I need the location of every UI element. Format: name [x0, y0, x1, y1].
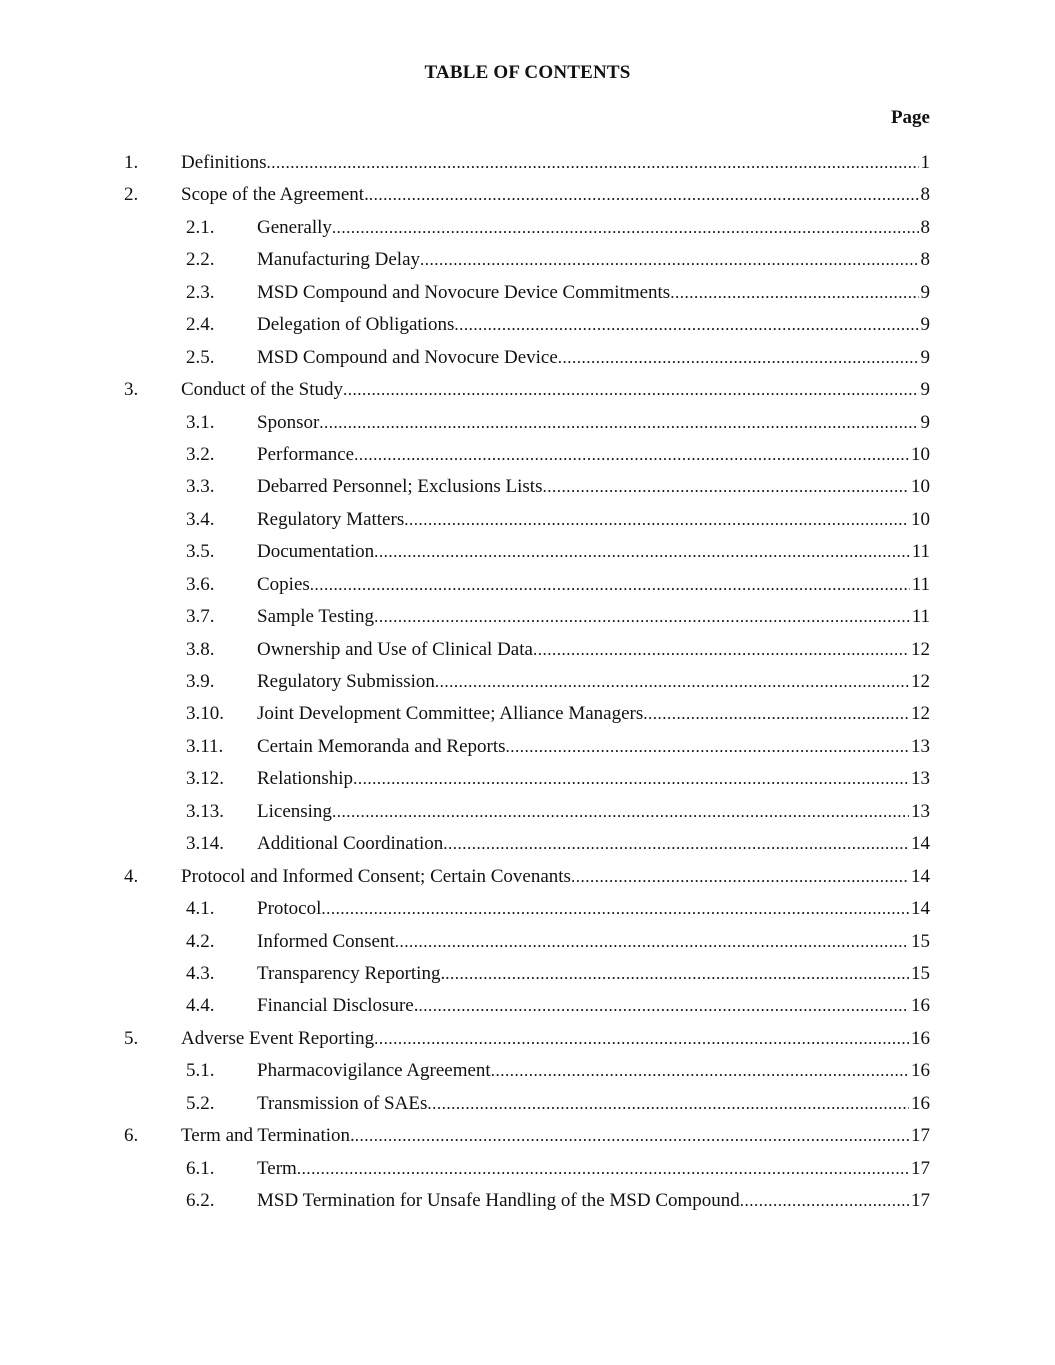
- dot-leader: [533, 637, 909, 663]
- dot-leader: [321, 896, 909, 922]
- toc-entry-line: [257, 572, 930, 598]
- toc-entry[interactable]: [0, 215, 1055, 247]
- toc-entry-title[interactable]: Ownership and Use of Clinical Data: [257, 638, 533, 660]
- toc-entry-page-number: 11: [911, 573, 930, 595]
- toc-entry-page-number: 17: [911, 1190, 930, 1211]
- toc-entry[interactable]: [0, 474, 1055, 506]
- toc-entry-number: 3.3.: [186, 476, 215, 498]
- toc-entry-line: [257, 474, 930, 500]
- toc-entry-number: 4.2.: [186, 930, 215, 952]
- toc-entry[interactable]: [0, 507, 1055, 539]
- toc-entry-line: [181, 150, 930, 176]
- toc-entry-number: 3.14.: [186, 833, 224, 855]
- toc-entry-page-number: 14: [911, 898, 930, 920]
- toc-entry-title[interactable]: Joint Development Committee; Alliance Managers: [257, 703, 644, 725]
- toc-entry-page-number: 16: [911, 1060, 930, 1082]
- toc-entry-line: [257, 215, 930, 241]
- toc-entry-number: 2.3.: [186, 281, 215, 303]
- toc-entry-page-number: 11: [911, 606, 930, 628]
- toc-entry-line: [257, 637, 930, 663]
- dot-leader: [267, 150, 919, 176]
- dot-leader: [343, 377, 918, 403]
- toc-entry-title[interactable]: Conduct of the Study: [181, 379, 344, 401]
- toc-entry-page-number: 10: [911, 476, 930, 498]
- toc-entry-number: 3.8.: [186, 638, 215, 660]
- toc-entry-title[interactable]: MSD Compound and Novocure Device: [257, 346, 558, 368]
- toc-entry[interactable]: [0, 442, 1055, 474]
- toc-entry-title[interactable]: Sample Testing: [257, 606, 375, 628]
- toc-entry-title[interactable]: Informed Consent: [257, 930, 395, 952]
- dot-leader: [542, 474, 909, 500]
- toc-entry[interactable]: [0, 410, 1055, 442]
- toc-entry-line: [257, 1058, 930, 1084]
- toc-entry[interactable]: [0, 150, 1055, 182]
- dot-leader: [353, 766, 909, 792]
- toc-entry-line: [181, 1123, 930, 1149]
- toc-entry[interactable]: [0, 377, 1055, 409]
- toc-entry-title[interactable]: Generally: [257, 216, 332, 238]
- toc-entry-line: [257, 604, 930, 630]
- toc-entry-page-number: 8: [920, 216, 930, 238]
- toc-entry[interactable]: [0, 182, 1055, 214]
- toc-entry-title[interactable]: Definitions: [181, 152, 267, 173]
- toc-entry[interactable]: [0, 637, 1055, 669]
- toc-entry-line: [181, 864, 930, 890]
- toc-entry[interactable]: [0, 539, 1055, 571]
- toc-entry-title[interactable]: Relationship: [257, 768, 354, 790]
- page-column-label: Page: [890, 107, 930, 128]
- dot-leader: [454, 312, 918, 338]
- dot-leader: [355, 1123, 909, 1149]
- toc-entry-number: 1.: [124, 152, 139, 173]
- toc-entry-line: [257, 1156, 930, 1182]
- toc-entry-page-number: 9: [920, 314, 930, 336]
- toc-entry-line: [257, 280, 930, 306]
- toc-entry-line: [257, 507, 930, 533]
- toc-entry[interactable]: [0, 961, 1055, 993]
- toc-entry[interactable]: [0, 864, 1055, 896]
- toc-entry-page-number: 16: [911, 1092, 930, 1114]
- toc-entry-line: [257, 669, 930, 695]
- toc-entry-title[interactable]: Protocol: [257, 898, 322, 920]
- dot-leader: [506, 734, 909, 760]
- toc-entry[interactable]: [0, 1123, 1055, 1155]
- dot-leader: [395, 929, 909, 955]
- dot-leader: [369, 182, 919, 208]
- toc-entry-page-number: 10: [911, 443, 930, 465]
- toc-entry[interactable]: [0, 896, 1055, 928]
- toc-entry-line: [257, 1188, 930, 1214]
- toc-entry-number: 3.5.: [186, 541, 215, 563]
- toc-entry-line: [257, 701, 930, 727]
- toc-entry-page-number: 1: [920, 152, 930, 173]
- toc-entry-number: 4.3.: [186, 962, 215, 984]
- toc-entry-title[interactable]: Copies: [257, 573, 310, 595]
- toc-entry-line: [257, 539, 930, 565]
- toc-heading: TABLE OF CONTENTS: [424, 62, 631, 83]
- toc-entry-number: 3.10.: [186, 703, 224, 725]
- dot-leader: [374, 604, 910, 630]
- dot-leader: [420, 247, 918, 273]
- toc-entry[interactable]: [0, 604, 1055, 636]
- toc-entry-title[interactable]: Scope of the Agreement.: [181, 184, 369, 206]
- toc-entry-number: 4.1.: [186, 898, 215, 920]
- toc-entry[interactable]: [0, 993, 1055, 1025]
- toc-entry-title[interactable]: Pharmacovigilance Agreement: [257, 1060, 491, 1082]
- toc-entry-page-number: 17: [911, 1157, 930, 1179]
- toc-entry-line: [181, 182, 930, 208]
- dot-leader: [670, 280, 918, 306]
- toc-entry[interactable]: [0, 280, 1055, 312]
- toc-entry-line: [257, 993, 930, 1019]
- toc-entry-line: [257, 929, 930, 955]
- toc-entry-line: [181, 1026, 930, 1052]
- toc-entry-line: [257, 345, 930, 371]
- toc-entry-page-number: 12: [911, 703, 930, 725]
- toc-entry-title[interactable]: MSD Termination for Unsafe Handling of the MSD Compound: [257, 1190, 740, 1211]
- toc-entry[interactable]: [0, 312, 1055, 344]
- toc-entry-number: 2.1.: [186, 216, 215, 238]
- toc-entry-number: 5.2.: [186, 1092, 215, 1114]
- toc-entry-page-number: 13: [911, 768, 930, 790]
- toc-entry[interactable]: [0, 1188, 1055, 1220]
- toc-entry-number: 3.12.: [186, 768, 224, 790]
- toc-entry-page-number: 16: [911, 1027, 930, 1049]
- toc-entry-page-number: 17: [911, 1125, 930, 1147]
- toc-entry[interactable]: [0, 701, 1055, 733]
- toc-entry-number: 4.4.: [186, 995, 215, 1017]
- toc-entry-page-number: 11: [911, 541, 930, 563]
- dot-leader: [445, 961, 909, 987]
- toc-entry[interactable]: [0, 572, 1055, 604]
- toc-entry-title[interactable]: Manufacturing Delay: [257, 249, 421, 271]
- dot-leader: [435, 669, 909, 695]
- toc-entry-number: 2.4.: [186, 314, 215, 336]
- toc-entry-title[interactable]: Transparency Reporting.: [257, 962, 446, 984]
- toc-entry[interactable]: [0, 669, 1055, 701]
- toc-entry-line: [257, 410, 930, 436]
- toc-entry[interactable]: [0, 1091, 1055, 1123]
- toc-entry-page-number: 15: [911, 962, 930, 984]
- dot-leader: [332, 799, 909, 825]
- toc-entry-title[interactable]: Documentation: [257, 541, 375, 563]
- toc-entry-page-number: 14: [911, 833, 930, 855]
- toc-entry-title[interactable]: Term: [257, 1157, 297, 1179]
- dot-leader: [443, 831, 909, 857]
- toc-entry-number: 4.: [124, 865, 139, 887]
- toc-entry-number: 3.1.: [186, 411, 215, 433]
- toc-entry-line: [181, 377, 930, 403]
- toc-entry-number: 3.7.: [186, 606, 215, 628]
- toc-entry-line: [257, 799, 930, 825]
- toc-entry[interactable]: [0, 1026, 1055, 1058]
- toc-entry-title[interactable]: Financial Disclosure.: [257, 995, 419, 1017]
- toc-entry-number: 3.2.: [186, 443, 215, 465]
- toc-entry-number: 3.4.: [186, 508, 215, 530]
- dot-leader: [558, 345, 919, 371]
- toc-entry-title[interactable]: Adverse Event Reporting: [181, 1027, 375, 1049]
- toc-entry[interactable]: [0, 345, 1055, 377]
- toc-entry-line: [257, 961, 930, 987]
- toc-entry-page-number: 12: [911, 671, 930, 692]
- dot-leader: [418, 993, 909, 1019]
- toc-entry[interactable]: [0, 831, 1055, 863]
- toc-entry-page-number: 15: [911, 930, 930, 952]
- toc-entry[interactable]: [0, 1156, 1055, 1188]
- toc-entry[interactable]: [0, 799, 1055, 831]
- toc-entry-title[interactable]: Licensing: [257, 800, 332, 822]
- dot-leader: [491, 1058, 909, 1084]
- toc-entry-line: [257, 312, 930, 338]
- toc-entry-number: 5.1.: [186, 1060, 215, 1082]
- toc-entry-number: 3.: [124, 379, 139, 401]
- dot-leader: [319, 410, 918, 436]
- dot-leader: [374, 1026, 909, 1052]
- toc-entry[interactable]: [0, 247, 1055, 279]
- dot-leader: [427, 1091, 909, 1117]
- toc-entry[interactable]: [0, 734, 1055, 766]
- toc-entry-number: 5.: [124, 1027, 139, 1049]
- dot-leader: [332, 215, 919, 241]
- toc-entry-title[interactable]: Certain Memoranda and Reports: [257, 735, 506, 757]
- toc-entry-page-number: 12: [911, 638, 930, 660]
- dot-leader: [310, 572, 910, 598]
- toc-entry-number: 2.2.: [186, 249, 215, 271]
- toc-entry-page-number: 10: [911, 508, 930, 530]
- toc-entry-title[interactable]: Sponsor: [257, 411, 320, 433]
- toc-entry-number: 2.: [124, 184, 139, 206]
- toc-entry-number: 3.6.: [186, 573, 215, 595]
- dot-leader: [740, 1188, 909, 1214]
- toc-entry-page-number: 9: [920, 379, 930, 401]
- dot-leader: [404, 507, 909, 533]
- toc-entry-number: 3.13.: [186, 800, 224, 822]
- toc-entry-number: 2.5.: [186, 346, 215, 368]
- toc-entry-title[interactable]: Transmission of SAEs: [257, 1092, 428, 1114]
- dot-leader: [571, 864, 909, 890]
- toc-entry-number: 6.2.: [186, 1190, 215, 1211]
- toc-entry-title[interactable]: MSD Compound and Novocure Device Commitments: [257, 281, 671, 303]
- toc-entry-page-number: 13: [911, 735, 930, 757]
- dot-leader: [354, 442, 909, 468]
- dot-leader: [643, 701, 909, 727]
- toc-entry-number: 6.1.: [186, 1157, 215, 1179]
- toc-entry-number: 3.9.: [186, 671, 215, 692]
- toc-entry-line: [257, 1091, 930, 1117]
- toc-entry-page-number: 8: [920, 249, 930, 271]
- toc-entry-title[interactable]: Additional Coordination: [257, 833, 444, 855]
- toc-entry-title[interactable]: Performance: [257, 443, 355, 465]
- toc-entry-page-number: 16: [911, 995, 930, 1017]
- toc-entry-line: [257, 896, 930, 922]
- toc-entry-line: [257, 734, 930, 760]
- toc-entry-page-number: 13: [911, 800, 930, 822]
- toc-entry-line: [257, 831, 930, 857]
- toc-entry-line: [257, 442, 930, 468]
- toc-entry-title[interactable]: Protocol and Informed Consent; Certain Covenants: [181, 865, 571, 887]
- dot-leader: [297, 1156, 909, 1182]
- toc-entry-page-number: 8: [920, 184, 930, 206]
- toc-entry-page-number: 9: [920, 346, 930, 368]
- toc-entry-title[interactable]: Regulatory Submission: [257, 671, 435, 692]
- toc-entry-title[interactable]: Debarred Personnel; Exclusions Lists: [257, 476, 543, 498]
- toc-entry-page-number: 9: [920, 281, 930, 303]
- toc-entry-title[interactable]: Delegation of Obligations: [257, 314, 455, 336]
- toc-entry-title[interactable]: Term and Termination.: [181, 1125, 355, 1147]
- toc-entry[interactable]: [0, 766, 1055, 798]
- toc-entry-title[interactable]: Regulatory Matters: [257, 508, 405, 530]
- dot-leader: [374, 539, 910, 565]
- toc-entry-page-number: 9: [920, 411, 930, 433]
- toc-entry-page-number: 14: [911, 865, 930, 887]
- toc-entry-line: [257, 247, 930, 273]
- toc-entry[interactable]: [0, 1058, 1055, 1090]
- toc-entry-number: 6.: [124, 1125, 139, 1147]
- toc-entry-number: 3.11.: [186, 735, 224, 757]
- toc-entries: [0, 150, 1055, 1220]
- toc-entry[interactable]: [0, 929, 1055, 961]
- toc-entry-line: [257, 766, 930, 792]
